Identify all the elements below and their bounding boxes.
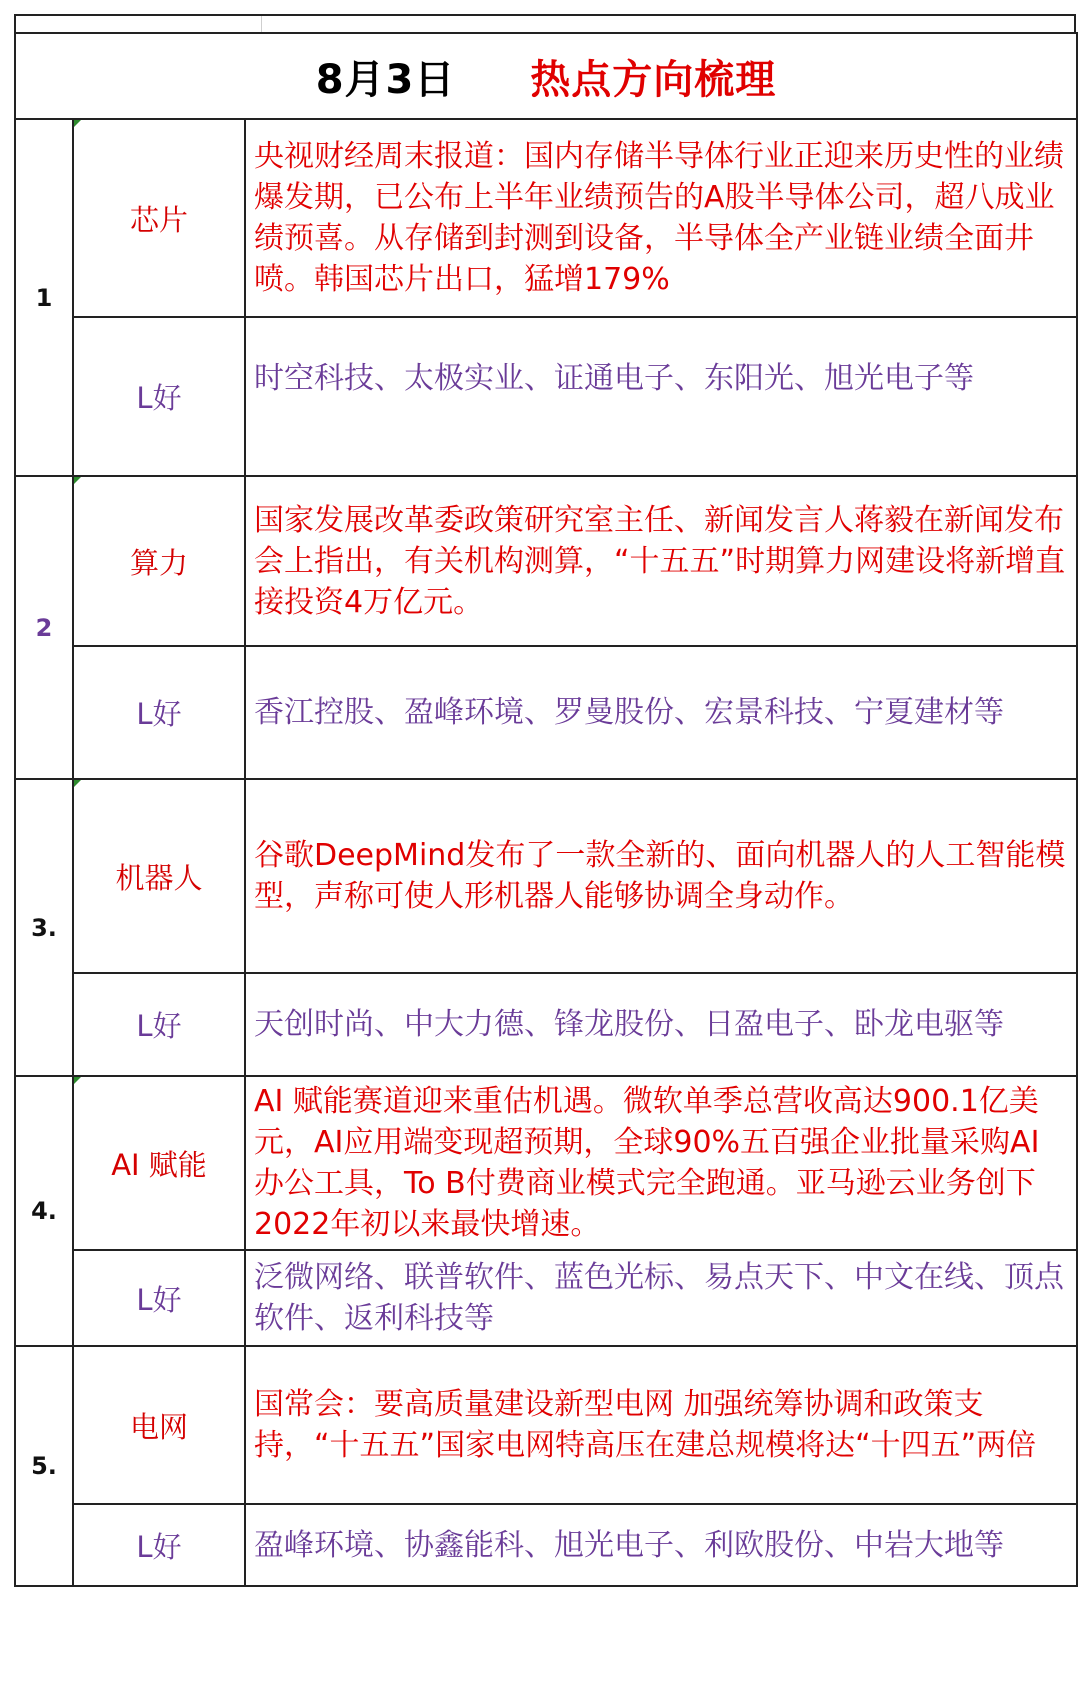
- section-5-index: 5.: [15, 1346, 73, 1586]
- section-5-news: 国常会：要高质量建设新型电网 加强统筹协调和政策支持，“十五五”国家电网特高压在建总规模将达“十四五”两倍: [245, 1346, 1077, 1504]
- section-1-index: 1: [15, 119, 73, 476]
- section-1-news-row: [15, 119, 1077, 317]
- section-4-stocks-row: [15, 1250, 1077, 1346]
- section-3-news-row: [15, 779, 1077, 973]
- section-1-benefit-label: L好: [73, 317, 245, 476]
- section-1-stocks-row: [15, 317, 1077, 476]
- title-row: [15, 33, 1077, 119]
- page-title: 热点方向梳理: [530, 56, 777, 103]
- section-2-news: 国家发展改革委政策研究室主任、新闻发言人蒋毅在新闻发布会上指出，有关机构测算，“十五五”时期算力网建设将新增直接投资4万亿元。: [245, 476, 1077, 646]
- section-2-stocks-row: [15, 646, 1077, 779]
- section-4-sector: [73, 1076, 245, 1250]
- section-1-sector-label: 芯片: [129, 202, 188, 237]
- section-3-stocks: 天创时尚、中大力德、锋龙股份、日盈电子、卧龙电驱等: [245, 973, 1077, 1076]
- hotspot-table: [14, 32, 1078, 1587]
- sheet-header-strip: [14, 14, 1076, 34]
- section-1-stocks: 时空科技、太极实业、证通电子、东阳光、旭光电子等: [245, 317, 1077, 476]
- section-2-benefit-label: L好: [73, 646, 245, 779]
- section-2-stocks: 香江控股、盈峰环境、罗曼股份、宏景科技、宁夏建材等: [245, 646, 1077, 779]
- section-2-index: 2: [15, 476, 73, 779]
- comment-marker: [74, 1077, 81, 1084]
- section-4-news-row: [15, 1076, 1077, 1250]
- comment-marker: [74, 780, 81, 787]
- section-4-index: 4.: [15, 1076, 73, 1346]
- section-3-benefit-label: L好: [73, 973, 245, 1076]
- section-5-sector: 电网: [73, 1346, 245, 1504]
- section-2-sector: [73, 476, 245, 646]
- section-5-stocks-row: [15, 1504, 1077, 1586]
- comment-marker: [74, 120, 81, 127]
- title-cell: [15, 33, 1077, 119]
- section-3-sector: [73, 779, 245, 973]
- section-4-stocks: 泛微网络、联普软件、蓝色光标、易点天下、中文在线、顶点软件、返利科技等: [245, 1250, 1077, 1346]
- section-5-stocks: 盈峰环境、协鑫能科、旭光电子、利欧股份、中岩大地等: [245, 1504, 1077, 1586]
- section-3-index: 3.: [15, 779, 73, 1076]
- title-date: 8月3日: [315, 56, 456, 103]
- section-1-sector: [73, 119, 245, 317]
- section-3-sector-label: 机器人: [115, 860, 203, 895]
- section-5-news-row: [15, 1346, 1077, 1504]
- section-5-benefit-label: L好: [73, 1504, 245, 1586]
- section-4-sector-label: AI 赋能: [111, 1147, 207, 1182]
- section-3-stocks-row: [15, 973, 1077, 1076]
- section-2-sector-label: 算力: [129, 545, 188, 580]
- section-2-news-row: [15, 476, 1077, 646]
- section-4-benefit-label: L好: [73, 1250, 245, 1346]
- section-3-news: 谷歌DeepMind发布了一款全新的、面向机器人的人工智能模型，声称可使人形机器人能够协调全身动作。: [245, 779, 1077, 973]
- comment-marker: [74, 477, 81, 484]
- section-4-news: AI 赋能赛道迎来重估机遇。微软单季总营收高达900.1亿美元，AI应用端变现超预期，全球90%五百强企业批量采购AI办公工具，To B付费商业模式完全跑通。亚马逊云业务创下2022年初以来最快增速。: [245, 1076, 1077, 1250]
- section-1-news: 央视财经周末报道：国内存储半导体行业正迎来历史性的业绩爆发期，已公布上半年业绩预告的A股半导体公司，超八成业绩预喜。从存储到封测到设备，半导体全产业链业绩全面井喷。韩国芯片出口，猛增179%: [245, 119, 1077, 317]
- spreadsheet: [14, 14, 1076, 1690]
